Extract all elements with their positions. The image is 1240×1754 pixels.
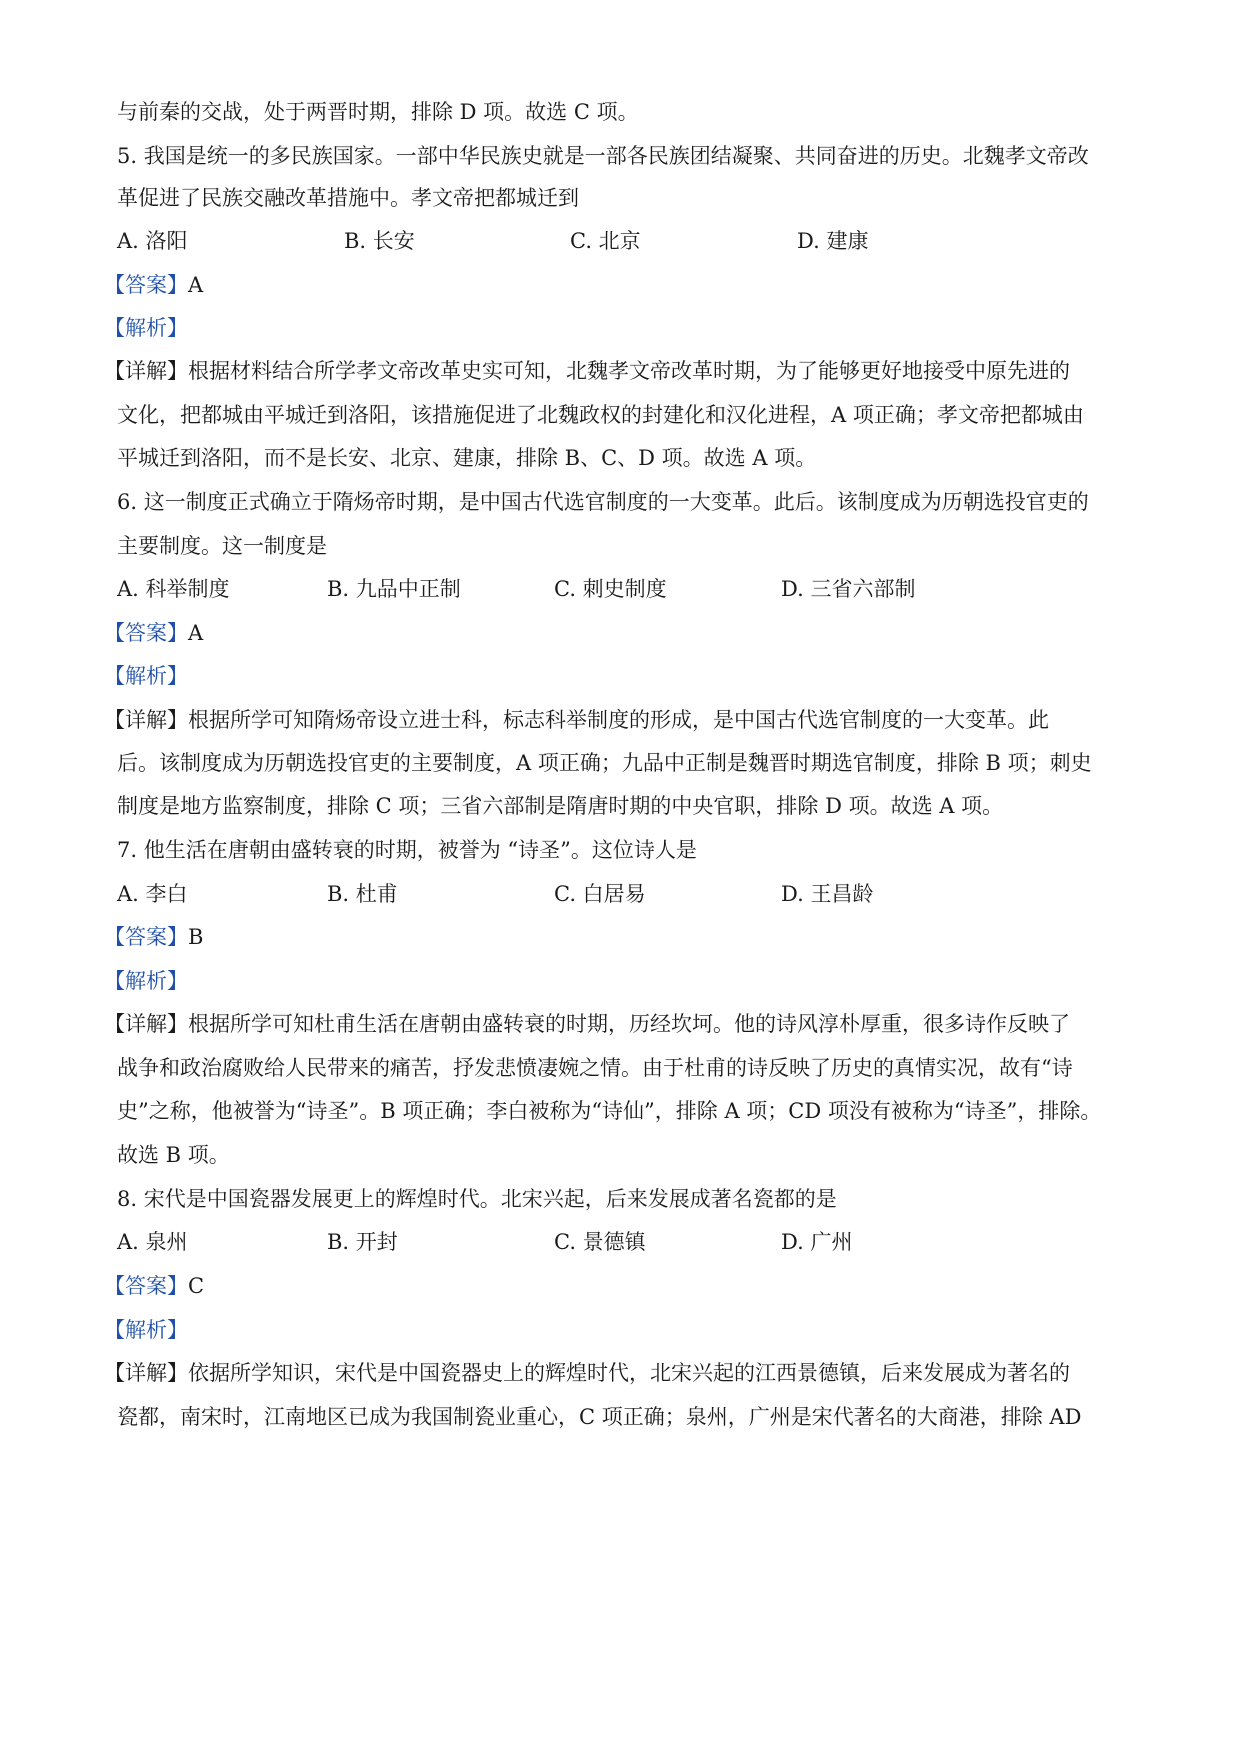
option-b: B. 长安 <box>344 229 415 253</box>
option-b: B. 九品中正制 <box>327 577 461 601</box>
detail-line: 文化，把都城由平城迁到洛阳，该措施促进了北魏政权的封建化和汉化进程，A 项正确；孝文帝把都城由 <box>117 403 1084 427</box>
option-a: A. 李白 <box>117 882 188 906</box>
detail-text: 根据材料结合所学孝文帝改革史实可知，北魏孝文帝改革时期，为了能够更好地接受中原先进的 <box>188 359 1070 383</box>
answer-line <box>104 270 203 300</box>
detail-line <box>104 1358 1070 1388</box>
analysis-line <box>104 966 188 996</box>
option-a: A. 泉州 <box>117 1230 188 1254</box>
detail-line: 史”之称，他被誉为“诗圣”。B 项正确；李白被称为“诗仙”，排除 A 项；CD 项没有被称为“诗圣”，排除。 <box>117 1099 1102 1123</box>
question-stem: 7. 他生活在唐朝由盛转衰的时期，被誉为 “诗圣”。这位诗人是 <box>117 838 697 862</box>
option-b: B. 开封 <box>327 1230 398 1254</box>
detail-tag: 【详解】 <box>104 359 188 383</box>
question-stem: 6. 这一制度正式确立于隋炀帝时期，是中国古代选官制度的一大变革。此后。该制度成为历朝选投官吏的 <box>117 490 1089 514</box>
option-b: B. 杜甫 <box>327 882 398 906</box>
analysis-tag: 【解析】 <box>104 969 188 993</box>
option-c: C. 刺史制度 <box>554 577 667 601</box>
option-d: D. 建康 <box>797 229 869 253</box>
detail-text: 依据所学知识，宋代是中国瓷器史上的辉煌时代，北宋兴起的江西景德镇，后来发展成为著名的 <box>188 1361 1070 1385</box>
option-c: C. 北京 <box>570 229 641 253</box>
question-stem: 5. 我国是统一的多民族国家。一部中华民族史就是一部各民族团结凝聚、共同奋进的历史。北魏孝文帝改 <box>117 144 1089 168</box>
option-a: A. 洛阳 <box>117 229 188 253</box>
question-stem: 主要制度。这一制度是 <box>117 534 327 558</box>
answer-tag: 【答案】 <box>104 1274 188 1298</box>
answer-value: A <box>188 273 204 297</box>
analysis-tag: 【解析】 <box>104 1318 188 1342</box>
analysis-line <box>104 313 188 343</box>
detail-line: 后。该制度成为历朝选投官吏的主要制度，A 项正确；九品中正制是魏晋时期选官制度，排除 B 项；刺史 <box>117 751 1092 775</box>
option-c: C. 白居易 <box>554 882 646 906</box>
detail-tag: 【详解】 <box>104 708 188 732</box>
detail-line: 平城迁到洛阳，而不是长安、北京、建康，排除 B、C、D 项。故选 A 项。 <box>117 446 817 470</box>
detail-tag: 【详解】 <box>104 1012 188 1036</box>
option-a: A. 科举制度 <box>117 577 230 601</box>
option-d: D. 广州 <box>781 1230 853 1254</box>
detail-text: 根据所学可知杜甫生活在唐朝由盛转衰的时期，历经坎坷。他的诗风淳朴厚重，很多诗作反映了 <box>188 1012 1070 1036</box>
detail-text: 根据所学可知隋炀帝设立进士科，标志科举制度的形成，是中国古代选官制度的一大变革。此 <box>188 708 1049 732</box>
answer-tag: 【答案】 <box>104 925 188 949</box>
analysis-tag: 【解析】 <box>104 316 188 340</box>
detail-line: 制度是地方监察制度，排除 C 项；三省六部制是隋唐时期的中央官职，排除 D 项。故选 A 项。 <box>117 794 1004 818</box>
question-stem: 8. 宋代是中国瓷器发展更上的辉煌时代。北宋兴起，后来发展成著名瓷都的是 <box>117 1187 837 1211</box>
answer-value: A <box>188 621 204 645</box>
answer-tag: 【答案】 <box>104 621 188 645</box>
answer-value: C <box>188 1274 205 1298</box>
question-stem: 革促进了民族交融改革措施中。孝文帝把都城迁到 <box>117 186 579 210</box>
detail-line <box>104 356 1070 386</box>
detail-line: 故选 B 项。 <box>117 1143 230 1167</box>
answer-tag: 【答案】 <box>104 273 188 297</box>
detail-line: 瓷都，南宋时，江南地区已成为我国制瓷业重心，C 项正确；泉州，广州是宋代著名的大商港，排除 AD <box>117 1405 1082 1429</box>
answer-value: B <box>188 925 204 949</box>
option-d: D. 三省六部制 <box>781 577 916 601</box>
detail-tag: 【详解】 <box>104 1361 188 1385</box>
answer-line <box>104 922 203 952</box>
detail-line <box>104 1009 1070 1039</box>
answer-line <box>104 618 203 648</box>
analysis-tag: 【解析】 <box>104 664 188 688</box>
detail-line <box>104 705 1049 735</box>
analysis-line <box>104 661 188 691</box>
option-c: C. 景德镇 <box>554 1230 646 1254</box>
intro-line: 与前秦的交战，处于两晋时期，排除 D 项。故选 C 项。 <box>117 100 639 124</box>
answer-line <box>104 1271 204 1301</box>
option-d: D. 王昌龄 <box>781 882 874 906</box>
analysis-line <box>104 1315 188 1345</box>
detail-line: 战争和政治腐败给人民带来的痛苦，抒发悲愤凄婉之情。由于杜甫的诗反映了历史的真情实况，故有“诗 <box>117 1056 1073 1080</box>
